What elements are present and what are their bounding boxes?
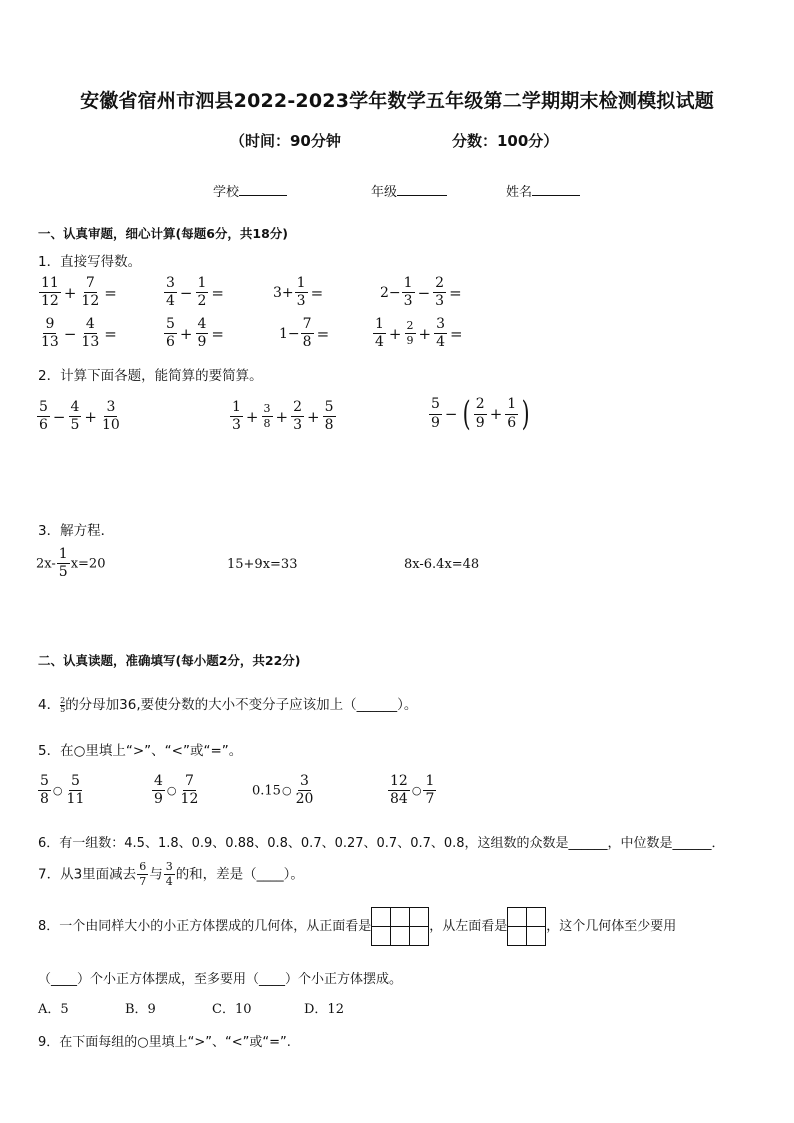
q3-eq-3: 8x-6.4x=48	[404, 557, 480, 572]
q8-option-a[interactable]: A．5	[38, 1002, 69, 1017]
compare-circle[interactable]: ○	[52, 784, 63, 798]
school-label: 学校	[213, 185, 240, 200]
exam-time: （时间：90分钟	[230, 132, 341, 150]
q6-text: 6．有一组数：4.5、1.8、0.9、0.88、0.8、0.7、0.27、0.7、0.7、0.8，这组数的众数是______，中位数是______．	[38, 836, 725, 851]
q8-line2: （____）个小正方体摆成，至多要用（____）个小正方体摆成。	[38, 972, 403, 987]
q3-eq-1: 2x- $\frac{1}{5}$ x=20	[36, 546, 106, 581]
q1-item-2: $\frac{3}{4}$ − $\frac{1}{2}$ =	[166, 275, 224, 310]
q5-pair-2: $\frac{4}{9}$ ○ $\frac{7}{12}$	[154, 773, 199, 808]
q1-item-5: $\frac{9}{13}$ − $\frac{4}{13}$ =	[41, 316, 117, 351]
compare-circle[interactable]: ○	[411, 784, 422, 798]
q8-option-d[interactable]: D．12	[304, 1002, 344, 1017]
q2-expr-2: $\frac{1}{3}$ + $\frac{3}{8}$ + $\frac{2}{3}$ + $\frac{5}{8}$	[232, 399, 334, 434]
exam-score: 分数：100分）	[452, 132, 559, 150]
q1-item-8: $\frac{1}{4}$ + $\frac{2}{9}$ + $\frac{3}{4}$ =	[375, 316, 463, 351]
q7-text: 7．从3里面减去 $\frac{6}{7}$ 与 $\frac{3}{4}$ 的和，差是（____）。	[38, 860, 304, 889]
q5-pair-1: $\frac{5}{8}$ ○ $\frac{5}{11}$	[40, 773, 85, 808]
q2-expr-3: $\frac{5}{9}$ − ( $\frac{2}{9}$ + $\frac{1}{6}$ )	[431, 394, 530, 434]
compare-circle[interactable]: ○	[166, 784, 177, 798]
q8-option-c[interactable]: C．10	[212, 1002, 252, 1017]
grade-field[interactable]	[371, 181, 447, 200]
front-view-figure	[371, 907, 429, 946]
q1-item-6: $\frac{5}{6}$ + $\frac{4}{9}$ =	[166, 316, 224, 351]
name-field[interactable]	[506, 181, 580, 200]
compare-circle[interactable]: ○	[281, 784, 292, 798]
q5-pair-3: 0.15○ $\frac{3}{20}$	[252, 773, 314, 808]
q1-item-4: 2− $\frac{1}{3}$ − $\frac{2}{3}$ =	[380, 275, 462, 310]
page-title: 安徽省宿州市泗县2022-2023学年数学五年级第二学期期末检测模拟试题	[80, 90, 714, 112]
q8-text: 8．一个由同样大小的小正方体摆成的几何体，从正面看是 ，从左面看是 ，这个几何体至少要用	[38, 907, 676, 946]
q1-item-3: 3+ $\frac{1}{3}$ =	[273, 275, 324, 310]
q5-text: 5．在○里填上“>”、“<”或“=”。	[38, 743, 243, 759]
name-label: 姓名	[506, 185, 533, 200]
q1-text: 1．直接写得数。	[38, 254, 142, 270]
q2-expr-1: $\frac{5}{6}$ − $\frac{4}{5}$ + $\frac{3}{10}$	[39, 399, 120, 434]
q8-option-b[interactable]: B．9	[125, 1002, 156, 1017]
q1-item-1: $\frac{11}{12}$ + $\frac{7}{12}$ =	[41, 275, 117, 310]
section2-heading: 二、认真读题，准确填写(每小题2分，共22分)	[38, 653, 301, 668]
q2-text: 2．计算下面各题，能简算的要简算。	[38, 368, 263, 384]
q9-text: 9．在下面每组的○里填上“>”、“<”或“=”.	[38, 1035, 291, 1050]
q4-text: 4． $\frac{2}{5}$ 的分母加36,要使分数的大小不变分子应该加上（______）。	[38, 695, 418, 714]
school-field[interactable]	[213, 181, 287, 200]
grade-label: 年级	[371, 185, 398, 200]
q5-pair-4: $\frac{12}{84}$ ○ $\frac{1}{7}$	[390, 773, 435, 808]
q3-text: 3．解方程．	[38, 523, 115, 539]
q3-eq-2: 15+9x=33	[227, 557, 298, 572]
section1-heading: 一、认真审题，细心计算(每题6分，共18分)	[38, 226, 289, 241]
left-view-figure	[507, 907, 546, 946]
q1-item-7: 1− $\frac{7}{8}$ =	[279, 316, 330, 351]
